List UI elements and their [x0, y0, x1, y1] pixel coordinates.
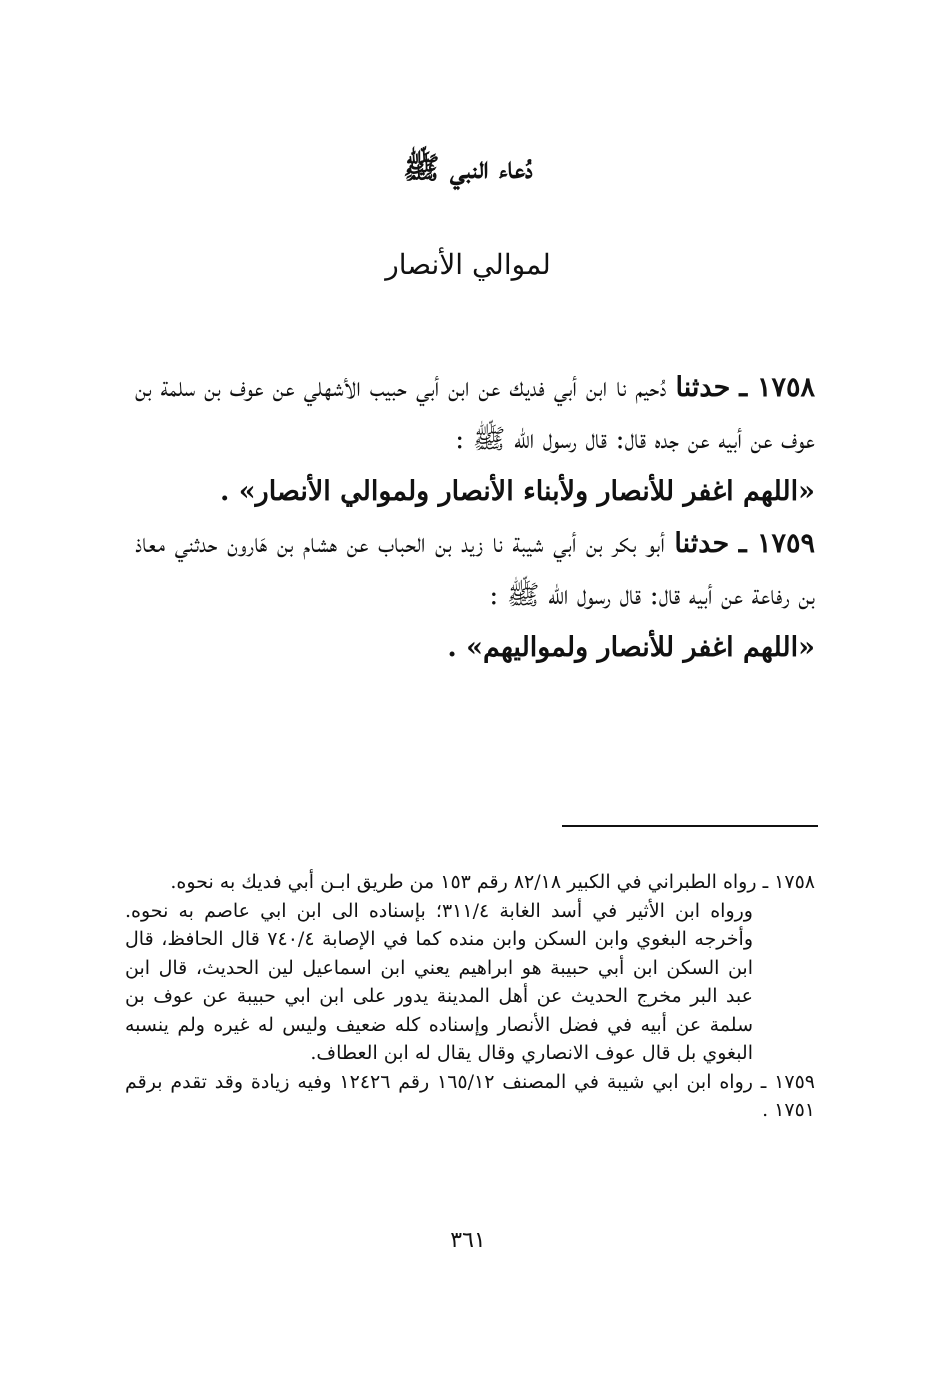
hadith-number: ١٧٥٨ ـ — [739, 372, 816, 403]
hadith-isnad: أبو بكر بن أبي شيبة نا زيد بن الحباب عن هشام بن هَارون حدثني معاذ بن رفاعة عن أبيه قال: قال رسول الله ﷺ : — [135, 528, 815, 611]
hadith-1759 — [135, 518, 815, 622]
footnotes — [125, 868, 815, 1125]
footnote-1758-continued: ورواه ابن الأثير في أسد الغابة ٣١١/٤؛ بإسناده الى ابن ابي عاصم به نحوه. وأخرجه البغوي وابن السكن وابن منده كما في الإصابة ٧٤٠/٤ قال الحافظ، قال ابن السكن ابن أبي حبيبة هو ابراهيم يعني ابن اسماعيل لين الحديث، قال ابن عبد البر مخرج الحديث عن أهل المدينة يدور على ابن ابي حبيبة عن عوف بن سلمة عن أبيه في فضل الأنصار وإسناده كله ضعيف وليس له غيره ولم ينسبه البغوي بل قال عوف الانصاري وقال يقال له ابن العطاف. — [125, 899, 753, 1064]
footnote-1759: ١٧٥٩ ـ رواه ابن ابي شيبة في المصنف ١٦٥/١٢ رقم ١٢٤٢٦ وفيه زيادة وقد تقدم برقم ١٧٥١ . — [125, 1070, 815, 1121]
hadith-1758 — [135, 362, 815, 466]
main-text — [135, 362, 815, 674]
hadith-dua: «اللهم اغفر للأنصار ولمواليهم» . — [447, 632, 815, 663]
footnote-1758: ١٧٥٨ ـ رواه الطبراني في الكبير ٨٢/١٨ رقم ١٥٣ من طريق ابـن أبي فديك به نحوه. — [170, 871, 815, 893]
page-number: ٣٦١ — [450, 1228, 486, 1253]
hadith-isnad: دُحيم نا ابن أبي فديك عن ابن أبي حبيب الأشهلي عن عوف بن سلمة بن عوف عن أبيه عن جده قال: قال رسول الله ﷺ : — [135, 372, 815, 455]
hadith-number: ١٧٥٩ ـ — [738, 528, 815, 559]
hadith-dua: «اللهم اغفر للأنصار ولأبناء الأنصار ولموالي الأنصار» . — [219, 476, 815, 507]
hadith-lead: حدثنا — [675, 372, 731, 403]
chapter-subtitle: لموالي الأنصار — [385, 248, 551, 281]
hadith-lead: حدثنا — [674, 528, 730, 559]
chapter-title: دُعاء النبي ﷺ — [403, 151, 533, 186]
footnote-separator — [562, 825, 818, 827]
